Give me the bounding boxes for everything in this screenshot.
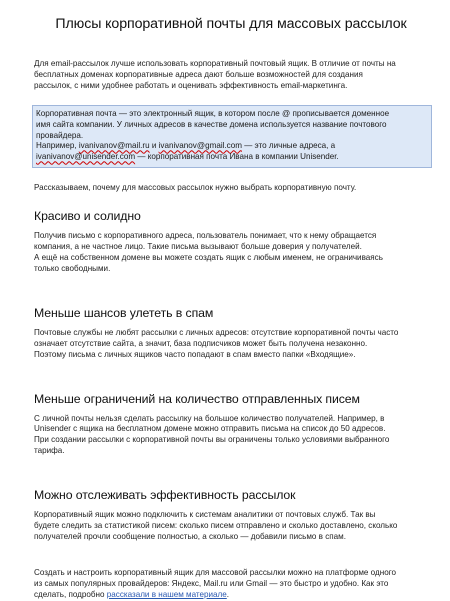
callout-text: — это личные адреса, а [241,141,336,151]
section-heading-spam: Меньше шансов улететь в спам [34,305,214,320]
email-corporate: ivanivanov@unisender.com [36,152,136,162]
callout-line: имя сайта компании. У личных адресов в качестве домена используется название почтового [36,119,387,129]
callout-paragraph [36,109,427,164]
paragraph-line: тарифа. [34,446,65,456]
paragraph-line: С личной почты нельзя сделать рассылку на большое количество получателей. Например, в [34,413,385,423]
paragraph-line: Почтовые службы не любят рассылки с личных адресов: отсутствие корпоративной почты часто [34,327,399,337]
section-paragraph-analytics [34,510,428,543]
paragraph-line: будете следить за статистикой писем: сколько писем отправлено и сколько доставлено, сколько [34,521,398,531]
paragraph-line: компания, а не частное лицо. Такие письма вызывают больше доверия у получателей. [34,242,362,252]
section-heading-analytics: Можно отслеживать эффективность рассылок [34,488,296,503]
paragraph-line: получателей прочли сообщение полностью, а сколько — добавили письмо в спам. [34,531,346,541]
paragraph-line: Создать и настроить корпоративный ящик для массовой рассылки можно на платформе одного [34,567,396,577]
callout-line: провайдера. [36,130,84,140]
intro-line: рассылок, с ними удобнее работать и оценивать эффективность email-маркетинга. [34,80,348,90]
callout-text: — корпоративная почта Ивана в компании Unisender. [135,152,339,162]
definition-callout [32,105,432,169]
section-paragraph-limits [34,414,428,458]
section-paragraph-spam [34,328,428,361]
paragraph-line: из самых популярных провайдеров: Яндекс, Mail.ru или Gmail — это быстро и удобно. Как это [34,578,389,588]
section-heading-limits: Меньше ограничений на количество отправленных писем [34,391,360,406]
callout-line: Корпоративная почта — это электронный ящик, в котором после @ прописывается доменное [36,108,390,118]
paragraph-line: Корпоративный ящик можно подключить к системам аналитики от почтовых служб. Так вы [34,510,376,520]
paragraph-line: Поэтому письма с личных ящиков часто попадают в спам вместо папки «Входящие». [34,349,356,359]
page-title: Плюсы корпоративной почты для массовых рассылок [55,16,407,32]
intro-line: бесплатных доменах корпоративные адреса дают больше возможностей для создания [34,69,363,79]
section-heading-beautiful: Красиво и солидно [34,209,141,224]
paragraph-line: При создании рассылки с корпоративной почты вы ограничены только условиями выбранного [34,435,390,445]
paragraph-line: А ещё на собственном домене вы можете создать ящик с любым именем, не ограничиваясь [34,252,383,262]
section-paragraph-beautiful [34,231,428,275]
email-personal-mailru: ivanivanov@mail.ru [78,141,150,151]
paragraph-line: означает отсутствие сайта, а значит, база подписчиков может быть получена незаконно. [34,338,368,348]
callout-text: и [149,141,159,151]
paragraph-line: сделать, подробно [34,589,107,599]
paragraph-line: Получив письмо с корпоративного адреса, пользователь понимает, что к нему обращается [34,231,377,241]
paragraph-line: Unisender с ящика на бесплатном домене можно отправить письма на список до 50 адресов. [34,424,386,434]
article-link[interactable]: рассказали в нашем материале [106,589,227,599]
callout-line: Например, [36,141,79,151]
email-personal-gmail: ivanivanov@gmail.com [158,141,242,151]
paragraph-text: . [226,589,230,599]
paragraph-line: только свободными. [34,263,111,273]
intro-line: Для email-рассылок лучше использовать корпоративный почтовый ящик. В отличие от почты на [34,59,396,68]
final-paragraph [34,568,428,601]
intro-paragraph [34,59,428,92]
why-paragraph: Рассказываем, почему для массовых рассылок нужно выбрать корпоративную почту. [34,183,357,193]
